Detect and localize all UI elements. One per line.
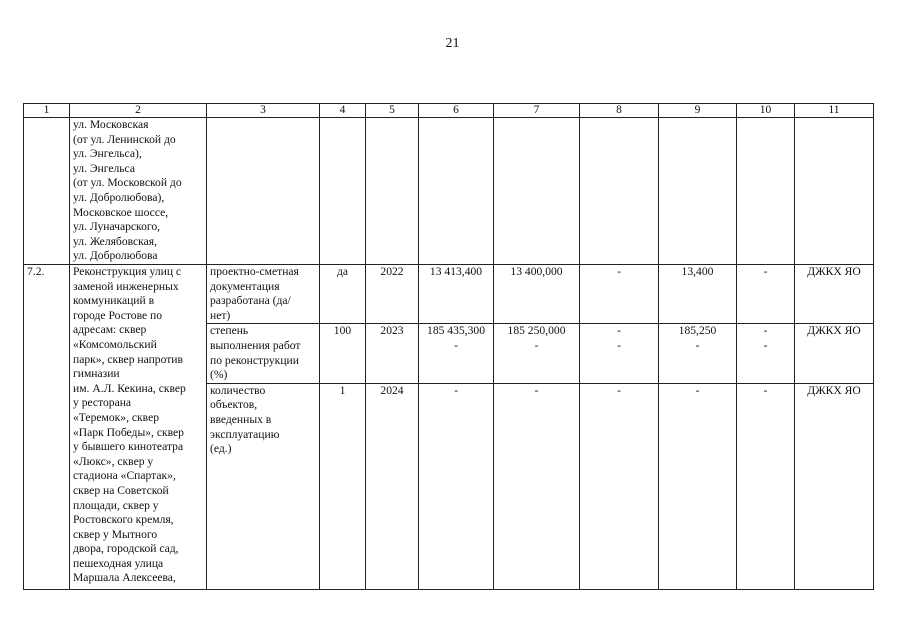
amount-line: 13 400,000: [510, 265, 563, 278]
description-line: Маршала Алексеева,: [73, 571, 176, 585]
amount-line: -: [534, 338, 539, 352]
description-line: сквер на Советской: [73, 483, 169, 497]
indicator-line: разработана (да/: [210, 294, 291, 308]
table-row: [24, 265, 874, 324]
amount-line: -: [695, 338, 700, 352]
description-line: заменой инженерных: [73, 279, 179, 293]
amount-cell: [659, 383, 737, 589]
description-line: «Люкс», сквер у: [73, 454, 154, 468]
street-list-cell: [70, 118, 207, 265]
column-header: 3: [207, 104, 320, 118]
table-cell: [320, 118, 366, 265]
amount-line: 13,400: [681, 265, 714, 278]
description-line: Реконструкция улиц с: [73, 265, 182, 278]
amount-line: 185 250,000: [507, 324, 566, 338]
column-header: 5: [366, 104, 419, 118]
amount-cell: [494, 383, 580, 589]
indicator-line: документация: [210, 279, 280, 293]
amount-line: -: [617, 265, 621, 278]
value-cell: 100: [320, 324, 366, 383]
amount-cell: [737, 265, 795, 324]
street-line: ул. Московская: [73, 118, 149, 131]
continuation-row: [24, 118, 874, 265]
column-header: 6: [419, 104, 494, 118]
description-line: площади, сквер у: [73, 498, 159, 512]
amount-line: -: [763, 324, 768, 338]
table-cell: [737, 118, 795, 265]
description-line: гимназии: [73, 367, 120, 381]
amount-cell: [737, 324, 795, 383]
data-table: [23, 103, 874, 590]
street-line: ул. Энгельса: [73, 161, 135, 175]
indicator-cell: [207, 383, 320, 589]
amount-cell: [737, 383, 795, 589]
description-line: стадиона «Спартак»,: [73, 469, 176, 483]
street-line: ул. Добролюбова: [73, 249, 158, 263]
indicator-line: эксплуатацию: [210, 427, 280, 441]
description-line: коммуникаций в: [73, 294, 155, 308]
amount-line: 185 435,300: [427, 324, 485, 338]
item-number: 7.2.: [24, 265, 70, 590]
amount-line: -: [617, 338, 621, 352]
amount-line: -: [454, 383, 458, 397]
column-header: 9: [659, 104, 737, 118]
description-line: у ресторана: [73, 396, 132, 410]
column-header: 4: [320, 104, 366, 118]
indicator-line: проектно-сметная: [210, 265, 299, 278]
description-line: пешеходная улица: [73, 556, 164, 570]
amount-line: -: [617, 383, 621, 397]
description-line: Ростовского кремля,: [73, 513, 174, 527]
executor-cell: ДЖКХ ЯО: [795, 383, 874, 589]
amount-cell: [419, 383, 494, 589]
indicator-line: количество: [210, 383, 266, 397]
executor-cell: ДЖКХ ЯО: [795, 265, 874, 324]
amount-line: -: [454, 338, 458, 352]
table-cell: [659, 118, 737, 265]
value-cell: 1: [320, 383, 366, 589]
table-cell: [580, 118, 659, 265]
description-line: парк», сквер напротив: [73, 352, 183, 366]
street-line: (от ул. Ленинской до: [73, 132, 176, 146]
indicator-cell: [207, 265, 320, 324]
street-line: ул. Добролюбова),: [73, 190, 165, 204]
description-line: двора, городской сад,: [73, 542, 179, 556]
indicator-line: (ед.): [210, 442, 232, 456]
street-line: ул. Энгельса),: [73, 147, 142, 161]
description-line: городе Ростове по: [73, 308, 163, 322]
column-header: 10: [737, 104, 795, 118]
executor-cell: ДЖКХ ЯО: [795, 324, 874, 383]
amount-cell: [580, 383, 659, 589]
year-cell: 2022: [366, 265, 419, 324]
amount-cell: [419, 265, 494, 324]
amount-line: -: [763, 338, 768, 352]
indicator-line: выполнения работ: [210, 338, 301, 352]
amount-cell: [580, 265, 659, 324]
indicator-line: по реконструкции: [210, 353, 299, 367]
value-cell: да: [320, 265, 366, 324]
table-cell: [419, 118, 494, 265]
amount-line: -: [763, 383, 768, 397]
amount-cell: [419, 324, 494, 383]
description-line: «Парк Победы», сквер: [73, 425, 184, 439]
amount-line: -: [534, 383, 539, 397]
amount-cell: [580, 324, 659, 383]
indicator-line: степень: [210, 324, 249, 338]
item-description: [70, 265, 207, 590]
column-header: 2: [70, 104, 207, 118]
description-line: «Теремок», сквер: [73, 410, 160, 424]
street-line: ул. Луначарского,: [73, 220, 161, 234]
column-header: 11: [795, 104, 874, 118]
header-row: [24, 104, 874, 118]
description-line: «Комсомольский: [73, 337, 157, 351]
page-number: 21: [445, 36, 460, 51]
description-line: им. А.Л. Кекина, сквер: [73, 381, 186, 395]
description-line: у бывшего кинотеатра: [73, 440, 184, 454]
amount-line: 13 413,400: [429, 265, 483, 278]
table-cell: [366, 118, 419, 265]
indicator-line: введенных в: [210, 412, 272, 426]
year-cell: 2024: [366, 383, 419, 589]
street-line: (от ул. Московской до: [73, 176, 182, 190]
indicator-line: объектов,: [210, 398, 258, 412]
table-cell: [207, 118, 320, 265]
street-line: Московское шоссе,: [73, 205, 169, 219]
description-line: сквер у Мытного: [73, 527, 158, 541]
column-header: 8: [580, 104, 659, 118]
amount-cell: [659, 324, 737, 383]
indicator-line: нет): [210, 308, 231, 322]
amount-cell: [494, 324, 580, 383]
amount-line: -: [763, 265, 768, 278]
column-header: 7: [494, 104, 580, 118]
table-cell: [494, 118, 580, 265]
street-line: ул. Желябовская,: [73, 234, 158, 248]
table-cell: [795, 118, 874, 265]
indicator-line: (%): [210, 368, 228, 382]
amount-line: -: [695, 383, 700, 397]
year-cell: 2023: [366, 324, 419, 383]
description-line: адресам: сквер: [73, 323, 147, 337]
amount-line: -: [617, 324, 621, 338]
indicator-cell: [207, 324, 320, 383]
amount-line: 185,250: [678, 324, 717, 338]
column-header: 1: [24, 104, 70, 118]
table-cell: [24, 118, 70, 265]
amount-cell: [494, 265, 580, 324]
amount-cell: [659, 265, 737, 324]
